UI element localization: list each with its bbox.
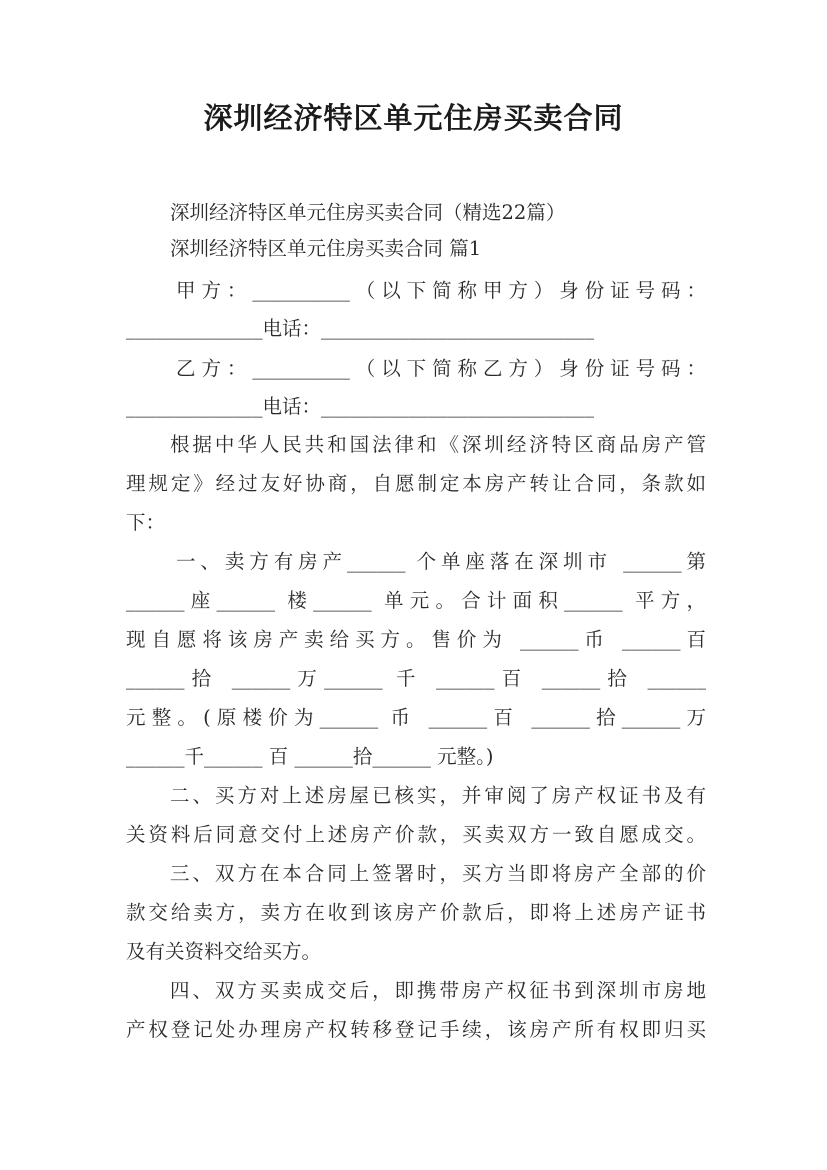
clause-line: 及有关资料交给买方。	[126, 940, 322, 963]
clause-line: 款交给卖方，卖方在收到该房产价款后，即将上述房产证书	[126, 901, 706, 924]
party-a-phone-line: ______________电话：____________________________	[126, 317, 595, 340]
paragraph-line: 理规定》经过友好协商，自愿制定本房产转让合同，条款如	[126, 472, 706, 495]
clause-line: ______座______ 楼______ 单元。合计面积______ 平方，	[126, 589, 706, 612]
paragraph-line: 下：	[126, 511, 166, 534]
document-title: 深圳经济特区单元住房买卖合同	[203, 101, 624, 135]
party-b-phone-line: ______________电话：____________________________	[126, 395, 595, 418]
paragraph-line: 根据中华人民共和国法律和《深圳经济特区商品房产管	[170, 433, 706, 456]
subtitle-line: 深圳经济特区单元住房买卖合同（精选22篇）	[170, 201, 566, 224]
clause-line: ______拾 ______万______ 千 ______百 ______拾 ______	[126, 667, 706, 690]
section-heading: 深圳经济特区单元住房买卖合同 篇1	[170, 237, 482, 260]
clause-line: 产权登记处办理房产权转移登记手续，该房产所有权即归买	[126, 1018, 706, 1041]
clause-line: 二、买方对上述房屋已核实，并审阅了房产权证书及有	[170, 784, 706, 807]
party-a-line: 甲方：__________（以下简称甲方）身份证号码：	[176, 279, 706, 302]
clause-line: ______千______ 百 ______拾______ 元整。)	[126, 745, 494, 768]
clause-line: 元整。(原楼价为______ 币 ______百 ______拾______万	[126, 706, 706, 729]
clause-line: 关资料后同意交付上述房产价款，买卖双方一致自愿成交。	[126, 823, 706, 846]
clause-line: 一、卖方有房产______ 个单座落在深圳市 ______第	[176, 550, 706, 573]
clause-line: 四、双方买卖成交后，即携带房产权征书到深圳市房地	[170, 979, 706, 1002]
party-b-line: 乙方：__________（以下简称乙方）身份证号码：	[176, 357, 706, 380]
clause-line: 现自愿将该房产卖给买方。售价为 ______币 ______百	[126, 628, 706, 651]
clause-line: 三、双方在本合同上签署时，买方当即将房产全部的价	[170, 862, 706, 885]
